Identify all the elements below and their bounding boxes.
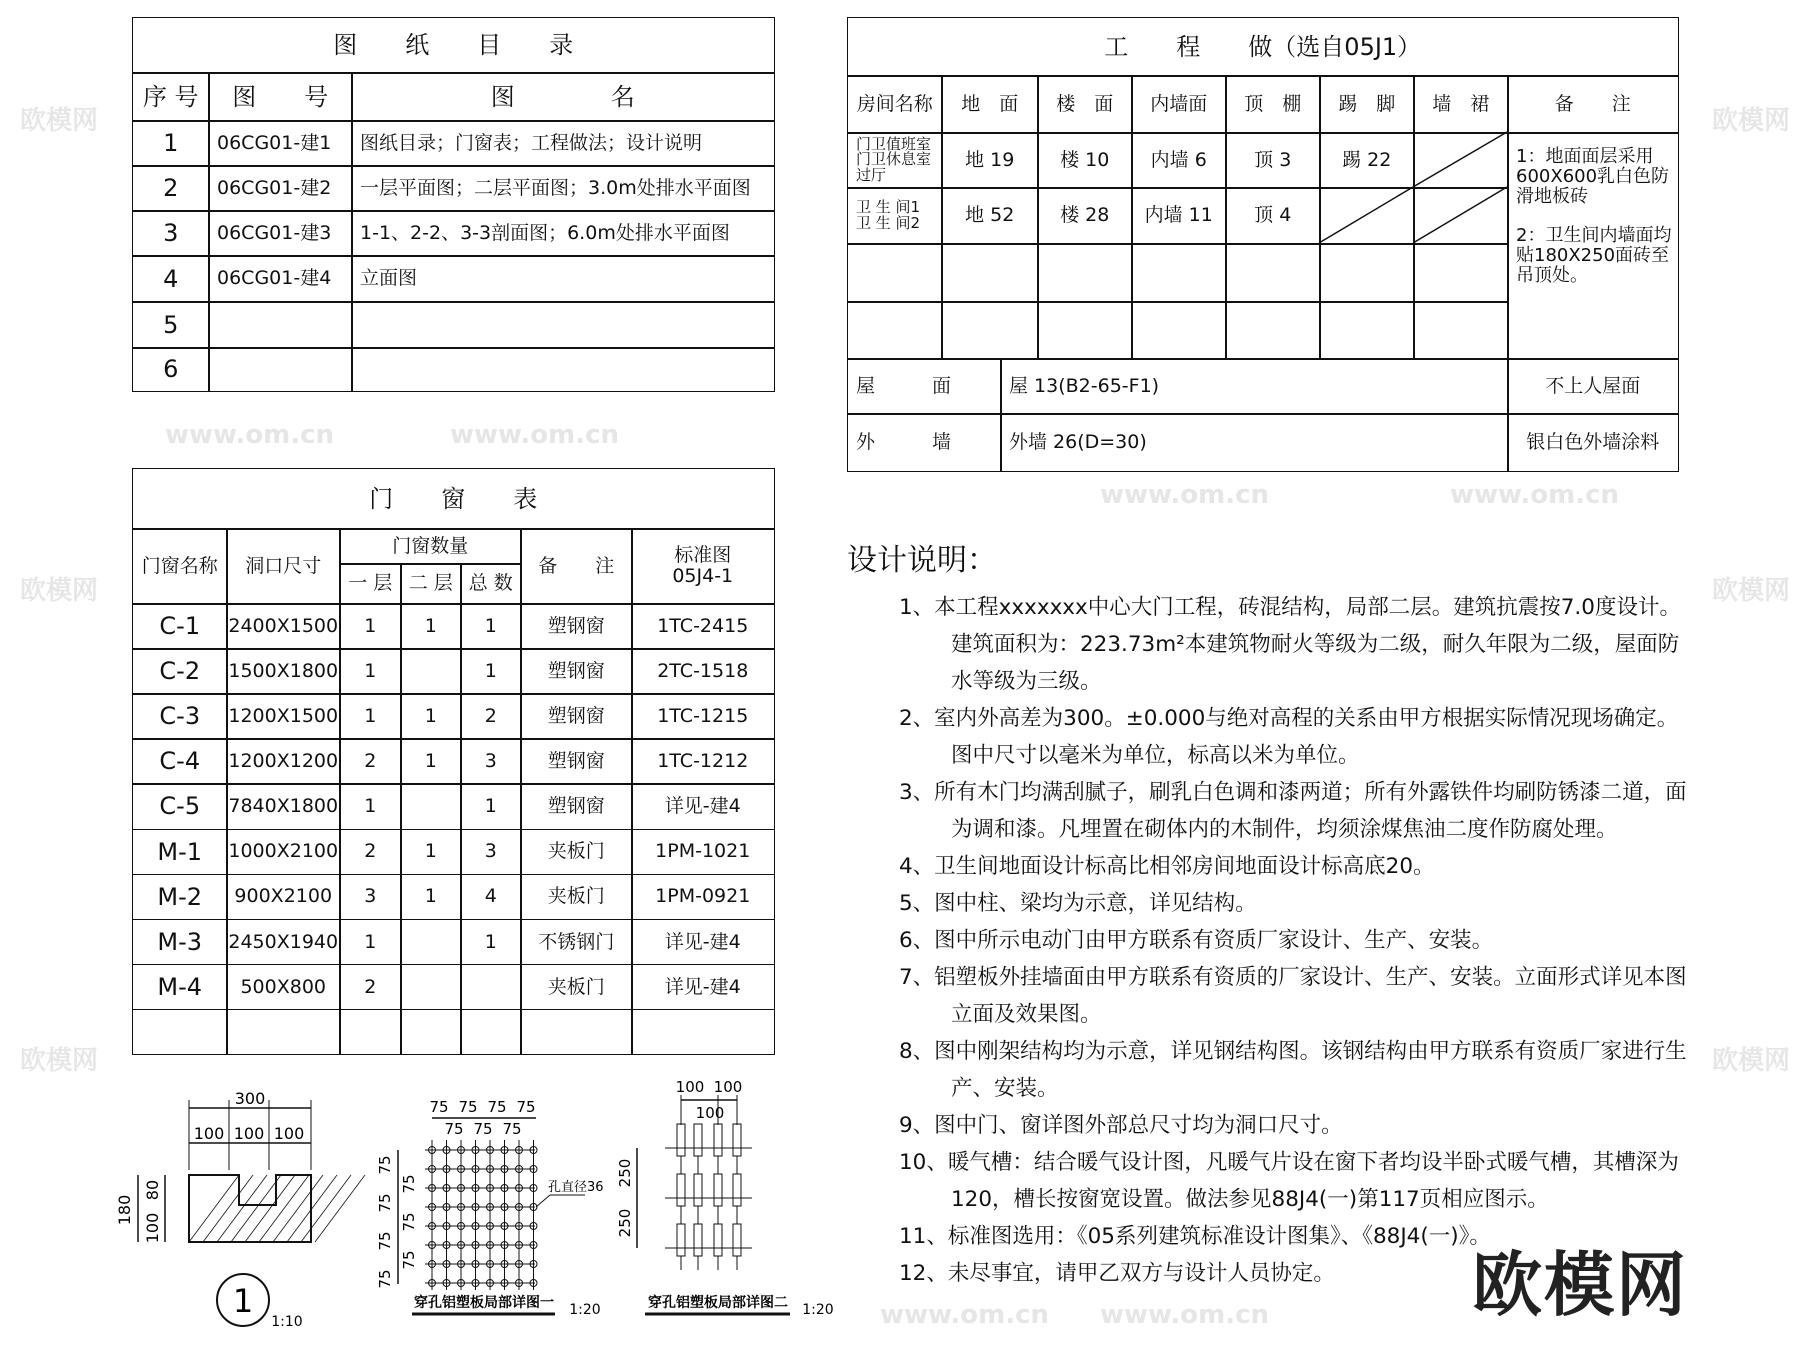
panel-slot: [733, 1174, 741, 1206]
door-table-header: 备 注: [520, 528, 633, 605]
door-table-cell: 1TC-1212: [631, 738, 775, 785]
door-table-cell: 1: [400, 693, 462, 740]
dimension-line: [536, 1195, 550, 1207]
panel-slot: [677, 1174, 685, 1206]
dimension-label: 300: [234, 1089, 266, 1108]
work-table-header: 楼 面: [1037, 75, 1133, 134]
door-table-cell: 1: [339, 693, 402, 740]
door-table-header: 洞口尺寸: [226, 528, 341, 605]
door-table-cell: 塑钢窗: [520, 648, 633, 695]
watermark-text: 欧模网: [20, 106, 99, 136]
door-table-cell: C-2: [132, 648, 228, 695]
door-table-cell: 2450X1940: [226, 919, 341, 966]
work-table-cell: 顶 3: [1225, 132, 1321, 189]
panel-slot: [714, 1224, 722, 1256]
dimension-line: [1413, 132, 1507, 187]
watermark-text: www.om.cn: [450, 420, 620, 450]
dimension-label: 250: [616, 1208, 634, 1238]
drawing-list-cell: 3: [132, 210, 210, 257]
door-table-cell: 3: [339, 874, 402, 921]
dimension-label: 75: [376, 1193, 394, 1213]
dimension-line: [259, 1175, 309, 1242]
door-table-cell: M-4: [132, 964, 228, 1011]
drawing-list-cell: 立面图: [351, 255, 775, 303]
door-table-cell: 7840X1800: [226, 783, 341, 830]
drawing-list-cell: 1-1、2-2、3-3剖面图；6.0m处排水平面图: [351, 210, 775, 257]
door-table-cell: 详见-建4: [631, 964, 775, 1011]
roof-note: 不上人屋面: [1507, 358, 1679, 415]
door-table-cell: 1: [400, 603, 462, 650]
door-table-cell: 2: [339, 964, 402, 1011]
door-table-cell: 3: [460, 738, 522, 785]
door-table-cell: 1TC-2415: [631, 603, 775, 650]
wall-note: 银白色外墙涂料: [1507, 413, 1679, 472]
dimension-line: [1413, 187, 1507, 243]
door-table-cell: 2: [339, 829, 402, 876]
work-table-header: 备 注: [1507, 75, 1679, 134]
work-table-cell: 踢 22: [1319, 132, 1415, 189]
watermark-text: 欧模网: [1712, 106, 1791, 136]
dimension-label: 1:20: [569, 1302, 601, 1318]
door-table-cell: 1500X1800: [226, 648, 341, 695]
dimension-label: 100: [713, 1078, 743, 1096]
dimension-label: 80: [143, 1179, 162, 1201]
brand-watermark: 欧模网: [1472, 1244, 1688, 1326]
door-table-cell: M-3: [132, 919, 228, 966]
work-table-header: 内墙面: [1131, 75, 1227, 134]
drawing-list-cell: 4: [132, 255, 210, 303]
door-table-cell: 2: [339, 738, 402, 785]
work-table-remarks: 1：地面面层采用600X600乳白色防滑地板砖 2：卫生间内墙面均贴180X250面砖至吊顶处。: [1507, 132, 1679, 360]
design-notes-title: 设计说明：: [847, 543, 997, 578]
door-table-cell: 4: [460, 874, 522, 921]
panel-slot: [694, 1174, 702, 1206]
work-table-title: 工 程 做（选自05J1）: [847, 17, 1679, 77]
door-table-cell: 塑钢窗: [520, 738, 633, 785]
wall-value: 外墙 26(D=30): [1000, 413, 1509, 472]
design-note-item: 10、暖气槽：结合暖气设计图，凡暖气片设在窗下者均设半卧式暖气槽，其槽深为120，槽长按窗宽设置。做法参见88J4(一)第117页相应图示。: [899, 1150, 1679, 1212]
dimension-label: 1:20: [802, 1302, 834, 1318]
dimension-label: 75: [400, 1212, 418, 1232]
dimension-label: 75: [376, 1269, 394, 1289]
door-table-cell: 1: [339, 603, 402, 650]
door-table-header: 门窗名称: [132, 528, 228, 605]
drawing-list-cell: 图纸目录；门窗表；工程做法；设计说明: [351, 120, 775, 167]
work-table-cell: 门卫值班室 门卫休息室 过厅: [847, 132, 943, 189]
door-table-title: 门 窗 表: [132, 468, 775, 530]
dimension-label: 75: [487, 1098, 507, 1116]
door-table-cell: 1PM-0921: [631, 874, 775, 921]
design-note-item: 1、本工程xxxxxxx中心大门工程，砖混结构，局部二层。建筑抗震按7.0度设计。建筑面积为：223.73m²本建筑物耐火等级为二级，耐久年限为二级，屋面防水等级为三级。: [899, 595, 1681, 694]
door-table-cell: 1PM-1021: [631, 829, 775, 876]
watermark-text: 欧模网: [20, 1046, 99, 1076]
dimension-label: 100: [675, 1078, 705, 1096]
work-table-cell: 地 19: [941, 132, 1039, 189]
door-table-cell: 1200X1200: [226, 738, 341, 785]
dimension-label: 75: [516, 1098, 536, 1116]
work-table-cell: 内墙 11: [1131, 187, 1227, 245]
design-note-item: 2、室内外高差为300。±0.000与绝对高程的关系由甲方根据实际情况现场确定。图中尺寸以毫米为单位，标高以米为单位。: [899, 706, 1679, 768]
door-table-header: 标准图 05J4-1: [631, 528, 775, 605]
work-table-header: 地 面: [941, 75, 1039, 134]
work-table-cell: 地 52: [941, 187, 1039, 245]
panel-slot: [694, 1224, 702, 1256]
dimension-label: 250: [616, 1158, 634, 1188]
design-note-item: 7、铝塑板外挂墙面由甲方联系有资质的厂家设计、生产、安装。立面形式详见本图立面及效果图。: [899, 965, 1687, 1027]
dimension-label: 75: [502, 1120, 522, 1138]
drawing-list-cell: 06CG01-建4: [208, 255, 353, 303]
dimension-line: [189, 1175, 239, 1242]
design-note-item: 6、图中所示电动门由甲方联系有资质厂家设计、生产、安装。: [899, 928, 1494, 953]
watermark-text: www.om.cn: [880, 1300, 1050, 1330]
design-note-item: 3、所有木门均满刮腻子，刷乳白色调和漆两道；所有外露铁件均刷防锈漆二道，面为调和漆。凡埋置在砌体内的木制件，均须涂煤焦油二度作防腐处理。: [899, 780, 1687, 842]
detail-caption: 穿孔铝塑板局部详图一: [414, 1295, 554, 1311]
door-table-cell: 夹板门: [520, 829, 633, 876]
design-note-item: 4、卫生间地面设计标高比相邻房间地面设计标高底20。: [899, 854, 1435, 879]
door-table-header: 门窗数量: [339, 528, 522, 565]
dimension-label: 100: [695, 1104, 725, 1122]
wall-label: 外 墙: [847, 413, 1002, 472]
panel-slot: [733, 1224, 741, 1256]
work-table-cell: 楼 10: [1037, 132, 1133, 189]
door-table-cell: 详见-建4: [631, 919, 775, 966]
dimension-line: [315, 1175, 365, 1242]
drawing-list-cell: 1: [132, 120, 210, 167]
groove-section: [189, 1175, 311, 1242]
drawing-list-header: 序 号: [132, 72, 210, 122]
drawing-list-cell: 2: [132, 165, 210, 212]
door-table-cell: 900X2100: [226, 874, 341, 921]
door-table-header: 总 数: [460, 563, 522, 605]
dimension-label: 75: [376, 1231, 394, 1251]
door-table-cell: 塑钢窗: [520, 693, 633, 740]
door-table-cell: 1200X1500: [226, 693, 341, 740]
watermark-text: www.om.cn: [1450, 480, 1620, 510]
door-table-cell: 1: [339, 783, 402, 830]
design-note-item: 8、图中刚架结构均为示意，详见钢结构图。该钢结构由甲方联系有资质厂家进行生产、安装。: [899, 1039, 1687, 1101]
design-note-item: 12、未尽事宜，请甲乙双方与设计人员协定。: [899, 1261, 1335, 1286]
work-table-header: 房间名称: [847, 75, 943, 134]
panel-slot: [677, 1124, 685, 1156]
hole-label: 孔直径36: [548, 1180, 604, 1195]
door-table-header: 二 层: [400, 563, 462, 605]
watermark-text: 欧模网: [1712, 576, 1791, 606]
dimension-line: [1319, 187, 1413, 243]
work-table-cell: 顶 4: [1225, 187, 1321, 245]
drawing-list-cell: 一层平面图；二层平面图；3.0m处排水平面图: [351, 165, 775, 212]
dimension-label: 75: [458, 1098, 478, 1116]
watermark-text: www.om.cn: [165, 420, 335, 450]
panel-slot: [733, 1124, 741, 1156]
door-table-cell: 塑钢窗: [520, 783, 633, 830]
door-table-cell: 1: [460, 648, 522, 695]
design-note-item: 11、标准图选用：《05系列建筑标准设计图集》、《88J4(一)》。: [899, 1224, 1491, 1249]
door-table-cell: 1: [460, 919, 522, 966]
work-table-header: 踢 脚: [1319, 75, 1415, 134]
dimension-label: 75: [444, 1120, 464, 1138]
dimension-label: 75: [400, 1174, 418, 1194]
door-table-header: 一 层: [339, 563, 402, 605]
detail-caption: 穿孔铝塑板局部详图二: [648, 1295, 788, 1311]
door-table-cell: C-3: [132, 693, 228, 740]
design-note-item: 5、图中柱、梁均为示意，详见结构。: [899, 891, 1257, 916]
roof-label: 屋 面: [847, 358, 1002, 415]
watermark-text: 欧模网: [1712, 1046, 1791, 1076]
dimension-line: [203, 1175, 253, 1242]
watermark-text: www.om.cn: [1100, 480, 1270, 510]
door-table-cell: 1TC-1215: [631, 693, 775, 740]
dimension-line: [273, 1175, 323, 1242]
door-table-cell: 1: [400, 829, 462, 876]
door-table-cell: C-4: [132, 738, 228, 785]
design-note-item: 9、图中门、窗详图外部总尺寸均为洞口尺寸。: [899, 1113, 1343, 1138]
door-table-cell: 2: [460, 693, 522, 740]
panel-slot: [677, 1224, 685, 1256]
dimension-label: 100: [233, 1124, 265, 1143]
door-table-cell: 1000X2100: [226, 829, 341, 876]
roof-value: 屋 13(B2-65-F1): [1000, 358, 1509, 415]
drawing-list-cell: 06CG01-建1: [208, 120, 353, 167]
dimension-line: [217, 1175, 267, 1242]
dimension-label: 1: [232, 1282, 254, 1320]
work-table-cell: 楼 28: [1037, 187, 1133, 245]
work-table-header: 墙 裙: [1413, 75, 1509, 134]
dimension-label: 75: [376, 1155, 394, 1175]
dimension-label: 1:10: [271, 1314, 303, 1330]
door-table-cell: 1: [339, 919, 402, 966]
door-table-cell: 夹板门: [520, 874, 633, 921]
work-table-cell: 内墙 6: [1131, 132, 1227, 189]
door-table-cell: 1: [460, 603, 522, 650]
dimension-label: 75: [429, 1098, 449, 1116]
door-table-cell: 3: [460, 829, 522, 876]
watermark-text: www.om.cn: [1100, 1300, 1270, 1330]
door-table-cell: 1: [460, 783, 522, 830]
dimension-label: 75: [473, 1120, 493, 1138]
work-table-cell: 卫 生 间1 卫 生 间2: [847, 187, 943, 245]
panel-slot: [714, 1174, 722, 1206]
dimension-label: 100: [193, 1124, 225, 1143]
drawing-list-title: 图 纸 目 录: [132, 17, 775, 74]
door-table-cell: 详见-建4: [631, 783, 775, 830]
door-table-cell: C-1: [132, 603, 228, 650]
drawing-list-cell: 06CG01-建2: [208, 165, 353, 212]
door-table-cell: 塑钢窗: [520, 603, 633, 650]
dimension-label: 75: [400, 1250, 418, 1270]
door-table-cell: 1: [339, 648, 402, 695]
door-table-cell: M-1: [132, 829, 228, 876]
drawing-list-header: 图 号: [208, 72, 353, 122]
work-table-header: 顶 棚: [1225, 75, 1321, 134]
door-table-cell: 2400X1500: [226, 603, 341, 650]
watermark-text: 欧模网: [20, 576, 99, 606]
drawing-list-cell: 5: [132, 301, 210, 349]
drawing-list-cell: 06CG01-建3: [208, 210, 353, 257]
dimension-label: 100: [143, 1212, 162, 1244]
door-table-cell: M-2: [132, 874, 228, 921]
door-table-cell: 1: [400, 738, 462, 785]
dimension-label: 180: [115, 1194, 134, 1226]
door-table-cell: 不锈钢门: [520, 919, 633, 966]
drawing-list-cell: 6: [132, 347, 210, 392]
door-table-cell: 2TC-1518: [631, 648, 775, 695]
panel-slot: [694, 1124, 702, 1156]
dimension-line: [301, 1175, 351, 1242]
panel-slot: [714, 1124, 722, 1156]
drawing-list-header: 图 名: [351, 72, 775, 122]
dimension-line: [245, 1175, 295, 1242]
door-table-cell: 1: [400, 874, 462, 921]
dimension-label: 100: [273, 1124, 305, 1143]
door-table-cell: 夹板门: [520, 964, 633, 1011]
door-table-cell: C-5: [132, 783, 228, 830]
door-table-cell: 500X800: [226, 964, 341, 1011]
